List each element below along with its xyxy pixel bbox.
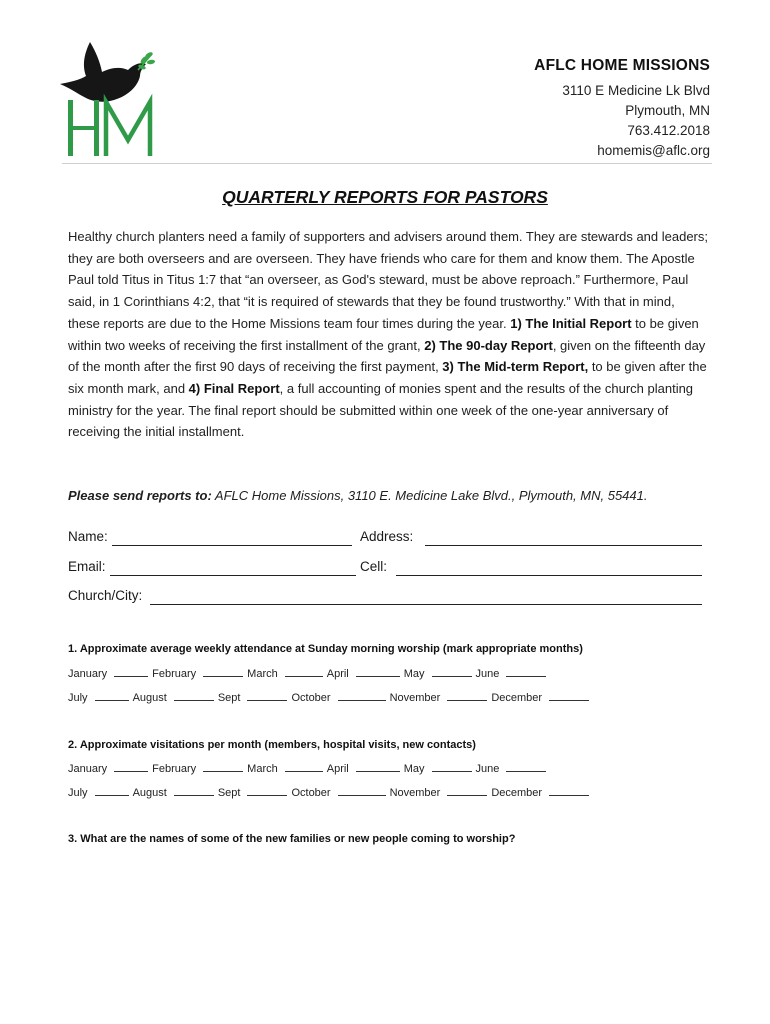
month-blank[interactable] <box>506 762 546 772</box>
month-blank[interactable] <box>174 786 214 796</box>
question-2-months-row-1 <box>68 762 550 775</box>
org-address-line1: 3110 E Medicine Lk Blvd <box>562 83 710 98</box>
question-2-months-row-2 <box>68 786 593 799</box>
month-blank[interactable] <box>432 762 472 772</box>
letter-h-icon <box>68 100 99 156</box>
month-label: July <box>68 692 88 704</box>
org-name: AFLC HOME MISSIONS <box>534 57 710 74</box>
month-blank[interactable] <box>174 691 214 701</box>
mid-term-report-label: 3) The Mid-term Report, <box>442 359 589 375</box>
month-label: June <box>475 763 500 775</box>
page-title: QUARTERLY REPORTS FOR PASTORS <box>222 187 548 207</box>
name-address-row <box>68 529 704 551</box>
mid-term-report-text: to be given after the six month mark, and <box>68 359 707 396</box>
month-label: December <box>491 692 543 704</box>
month-label: May <box>403 668 425 680</box>
month-label: February <box>152 668 197 680</box>
send-address: AFLC Home Missions, 3110 E. Medicine Lake Blvd., Plymouth, MN, 55441. <box>211 488 648 503</box>
email-label: Email: <box>68 559 106 574</box>
month-label: Sept <box>217 692 241 704</box>
month-label: June <box>475 668 500 680</box>
month-label: November <box>389 692 441 704</box>
send-label: Please send reports to: <box>68 488 212 503</box>
name-field[interactable] <box>112 545 352 546</box>
month-label: March <box>247 668 278 680</box>
org-email: homemis@aflc.org <box>597 143 710 158</box>
month-label: May <box>403 763 425 775</box>
initial-report-label: 1) The Initial Report <box>510 315 632 331</box>
month-label: April <box>326 763 349 775</box>
month-blank[interactable] <box>247 691 287 701</box>
cell-field[interactable] <box>396 575 702 576</box>
question-2-label: 2. Approximate visitations per month (members, hospital visits, new contacts) <box>68 739 476 751</box>
month-label: November <box>389 787 441 799</box>
month-blank[interactable] <box>95 691 129 701</box>
month-blank[interactable] <box>447 691 487 701</box>
intro-text: Healthy church planters need a family of supporters and advisers around them. They are stewards and leaders; they are both overseers and are overseen. They have friends who care for them and know them. The Apostle Paul told Titus in Titus 1:7 that “an overseer, as God's steward, must be above reproach.” Furthermore, Paul said, in 1 Corinthians 4:2, that “it is required of stewards that they be found trustworthy.” With that in mind, these reports are due to the Home Missions team four times during the year. <box>68 229 708 331</box>
question-1-months-row-1 <box>68 667 550 680</box>
month-blank[interactable] <box>549 786 589 796</box>
month-blank[interactable] <box>338 691 386 701</box>
month-blank[interactable] <box>285 762 323 772</box>
month-label: October <box>291 692 331 704</box>
name-label: Name: <box>68 529 108 544</box>
church-city-field[interactable] <box>150 604 702 605</box>
question-3-label: 3. What are the names of some of the new families or new people coming to worship? <box>68 833 516 845</box>
initial-report-text: to be given within two weeks of receiving the first installment of the grant, <box>68 315 699 353</box>
month-blank[interactable] <box>203 762 243 772</box>
month-label: August <box>132 787 167 799</box>
month-blank[interactable] <box>338 786 386 796</box>
ninety-day-report-text: , given on the fifteenth day of the month after the first 90 days of receiving the first payment, <box>68 337 706 375</box>
month-blank[interactable] <box>447 786 487 796</box>
org-address-line2: Plymouth, MN <box>625 103 710 118</box>
month-blank[interactable] <box>549 691 589 701</box>
church-city-label: Church/City: <box>68 588 143 603</box>
home-missions-logo <box>58 40 158 158</box>
month-label: April <box>326 668 349 680</box>
month-blank[interactable] <box>356 667 400 677</box>
month-label: Sept <box>217 787 241 799</box>
month-label: March <box>247 763 278 775</box>
month-label: February <box>152 763 197 775</box>
ninety-day-report-label: 2) The 90-day Report <box>424 337 553 353</box>
intro-paragraph <box>68 226 708 443</box>
month-blank[interactable] <box>247 786 287 796</box>
email-field[interactable] <box>110 575 356 576</box>
olive-branch-icon <box>138 52 155 70</box>
letter-m-icon <box>106 102 150 156</box>
month-label: October <box>291 787 331 799</box>
cell-label: Cell: <box>360 559 388 574</box>
month-label: January <box>68 763 108 775</box>
header-divider <box>62 163 712 164</box>
month-blank[interactable] <box>95 786 129 796</box>
month-blank[interactable] <box>432 667 472 677</box>
month-blank[interactable] <box>506 667 546 677</box>
send-reports-note <box>68 488 647 503</box>
dove-icon <box>60 42 146 102</box>
question-1-label: 1. Approximate average weekly attendance at Sunday morning worship (mark appropriate months) <box>68 643 583 655</box>
org-phone: 763.412.2018 <box>627 123 710 138</box>
address-label: Address: <box>360 529 414 544</box>
month-label: January <box>68 668 108 680</box>
email-cell-row <box>68 559 704 581</box>
month-label: December <box>491 787 543 799</box>
month-blank[interactable] <box>114 667 148 677</box>
address-field[interactable] <box>425 545 702 546</box>
month-label: July <box>68 787 88 799</box>
church-city-row <box>68 588 704 610</box>
month-blank[interactable] <box>114 762 148 772</box>
month-blank[interactable] <box>285 667 323 677</box>
month-blank[interactable] <box>356 762 400 772</box>
question-1-months-row-2 <box>68 691 593 704</box>
final-report-text: , a full accounting of monies spent and the results of the church planting ministry for the year. The final report should be submitted within one week of the one-year anniversary of receiving the initial installment. <box>68 380 694 440</box>
final-report-label: 4) Final Report <box>188 380 280 396</box>
month-label: August <box>132 692 167 704</box>
month-blank[interactable] <box>203 667 243 677</box>
org-info <box>534 57 710 161</box>
